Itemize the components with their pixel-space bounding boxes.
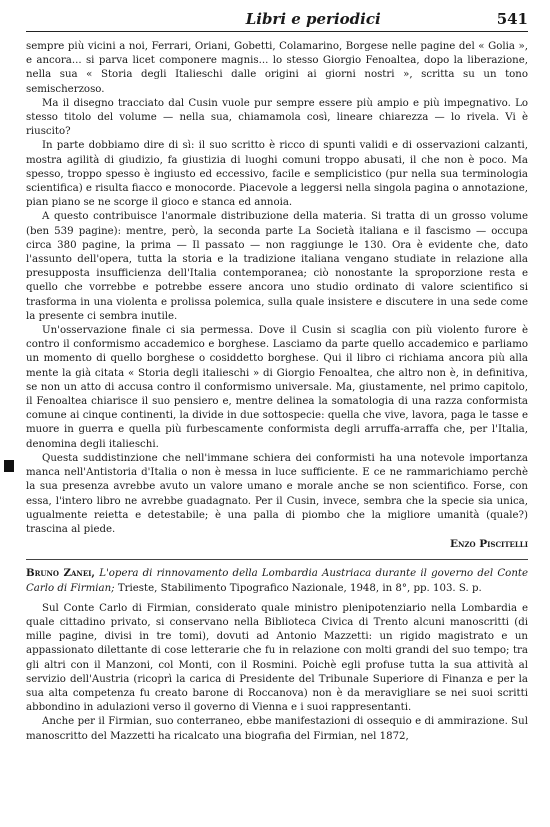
page-number: 541 — [496, 10, 528, 28]
paragraph: Un'osservazione finale ci sia permessa. Dove il Cusin si scaglia con più violento furore è contro il conformismo accademico e borghese. Lasciamo da parte quello accademico e parliamo un momento di quello borghese o cosiddetto borghese. Qui il libro ci richiama ancora più alla mente la già citata « Storia degli italieschi » di Giorgio Fenoaltea, che altro non è, in definitiva, se non un atto di accusa contro il conformismo universale. Ma, giustamente, nel primo capitolo, il Fenoaltea chiarisce il suo pensiero e, mentre delinea la somatologia di una razza conformista comune ai cinque continenti, la divide in due sottospecie: quella che vive, lavora, paga le tasse e muore in guerra e quella più furbescamente conformista degli arruffa-arraffa che, per l'Italia, denomina degli italieschi. — [26, 325, 528, 450]
margin-mark — [4, 460, 14, 472]
review-signature: Enzo Piscitelli — [450, 538, 528, 551]
book-publication: Trieste, Stabilimento Tipografico Nazionale, 1948, in 8°, pp. 103. S. p. — [117, 582, 482, 594]
page — [26, 0, 528, 744]
paragraph: Ma il disegno tracciato dal Cusin vuole pur sempre essere più ampio e più impegnativo. Lo stesso titolo del volume — nella sua, chiamamola così, lineare chiarezza — lo rivela. Vi è riuscito? — [26, 97, 528, 138]
page-header — [26, 0, 528, 32]
running-head: Libri e periodici — [245, 10, 381, 28]
paragraph: Questa suddistinzione che nell'immane schiera dei conformisti ha una notevole importanza manca nell'Antistoria d'Italia o non è messa in luce sufficiente. E ce ne rammarichiamo perchè la sua presenza avrebbe avuto un valore umano e morale anche se non scientifico. Forse, con essa, l'intero libro ne avrebbe guadagnato. Per il Cusin, invece, sembra che la specie sia unica, ugualmente reietta e detestabile; è una palla di piombo che la migliore umanità (quale?) trascina al piede. — [26, 452, 528, 535]
book-title: L'opera di rinnovamento della Lombardia Austriaca durante il governo del Conte Carlo di Firmian; — [26, 568, 528, 594]
section-divider — [26, 559, 528, 560]
paragraph: Anche per il Firmian, suo conterraneo, ebbe manifestazioni di ossequio e di ammirazione. Sul manoscritto del Mazzetti ha ricalcato una biografia del Firmian, nel 1872, — [26, 716, 528, 742]
paragraph: In parte dobbiamo dire di sì: il suo scritto è ricco di spunti validi e di osservazioni calzanti, mostra agilità di giudizio, fa giustizia di luoghi comuni troppo abusati, il che non è poco. Ma spesso, troppo spesso è ingiusto ed eccessivo, facile e semplicistico (pur nella sua terminologia scientifica) e risulta fiacco e monocorde. Piacevole a leggersi nella singola pagina o annotazione, pian piano se ne scorge il gioco e stanca ed annoia. — [26, 140, 528, 209]
paragraph: sempre più vicini a noi, Ferrari, Oriani, Gobetti, Colamarino, Borgese nelle pagine del « Golia », e ancora... si parva licet componere magnis... lo stesso Giorgio Fenoaltea, dopo la liberazione, nella sua « Storia degli Italieschi dalle origini ai giorni nostri », scritta su un tono semischerzoso. — [26, 41, 528, 95]
paragraph: Sul Conte Carlo di Firmian, considerato quale ministro plenipotenziario nella Lombardia e quale cittadino privato, si conservano nella Biblioteca Civica di Trento alcuni manoscritti (di mille pagine, divisi in tre tomi), dovuti ad Antonio Mazzetti: un rigido magistrato e un appassionato dilettante di cose letterarie che fu in relazione con molti grandi del suo tempo; tra gli altri con il Manzoni, col Monti, con il Rosmini. Poichè egli profuse tutta la sua attività al servizio dell'Austria (ricoprì la carica di Presidente del Tribunale Superiore di Finanza e per la sua alta competenza fu creato barone di Roccanova) non è da meravigliare se nei suoi scritti abbondino in adulazioni verso il governo di Vienna e i suoi rappresentanti. — [26, 602, 528, 714]
paragraph: A questo contribuisce l'anormale distribuzione della materia. Si tratta di un grosso volume (ben 539 pagine): mentre, però, la seconda parte La Società italiana e il fascismo — occupa circa 380 pagine, la prima — Il passato — non raggiunge le 130. Ora è evidente che, dato l'assunto dell'opera, tutta la storia e la tradizione italiana vengano studiate in relazione alla presupposta insufficienza dell'Italia contemporanea; ciò nonostante la sproporzione resta e quello che vorrebbe e potrebbe essere ancora uno studio ordinato di valore scientifico si trasforma in una violenta e prolissa polemica, sulla quale insistere e discutere in una sede come la presente ci sembra inutile. — [26, 211, 528, 322]
book-entry-header — [26, 566, 528, 595]
review-body — [26, 40, 528, 744]
book-author: Bruno Zanei, — [26, 567, 95, 580]
